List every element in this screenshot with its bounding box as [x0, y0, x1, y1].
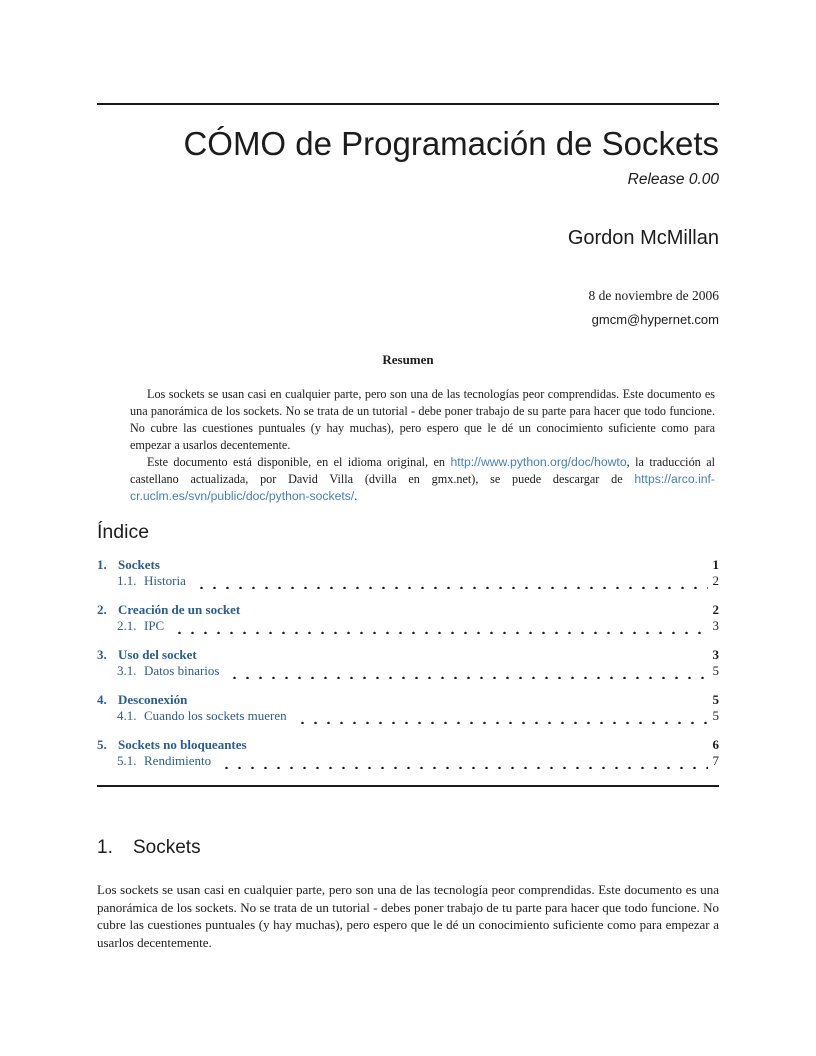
toc-entry-title: Sockets — [118, 557, 160, 572]
abstract-p2-text-post: . — [354, 489, 358, 503]
toc-group-4 — [97, 692, 719, 724]
toc-dot-leader — [216, 753, 707, 769]
toc-dot-leader — [169, 618, 707, 634]
toc-bottom-rule — [97, 785, 719, 787]
table-of-contents — [97, 557, 719, 769]
toc-entry-cuando-sockets-mueren[interactable] — [97, 708, 719, 724]
toc-heading: Índice — [97, 521, 150, 543]
toc-entry-number: 4.1. — [117, 708, 137, 723]
toc-entry-title: Desconexión — [118, 692, 188, 707]
toc-entry-title: Creación de un socket — [118, 602, 241, 617]
toc-entry-number: 1.1. — [117, 573, 137, 588]
link-python-howto[interactable]: http://www.python.org/doc/howto — [450, 455, 627, 469]
toc-page-number: 6 — [712, 737, 719, 752]
toc-entry-rendimiento[interactable] — [97, 753, 719, 769]
toc-page-number: 7 — [712, 753, 719, 768]
toc-page-number: 3 — [712, 647, 719, 662]
toc-page-number: 3 — [712, 618, 719, 633]
toc-page-number: 2 — [712, 573, 719, 588]
toc-entry-number: 1. — [97, 557, 107, 572]
toc-entry-number: 5.1. — [117, 753, 137, 768]
toc-entry-number: 2. — [97, 602, 107, 617]
toc-group-1 — [97, 557, 719, 589]
abstract-paragraph-2 — [130, 454, 715, 505]
abstract — [130, 386, 715, 505]
section-1-heading — [97, 836, 719, 860]
link-arco-svn[interactable]: https://arco.inf-cr.uclm.es/svn/public/doc/python-sockets/ — [130, 472, 715, 503]
abstract-heading: Resumen — [382, 352, 434, 367]
toc-group-2 — [97, 602, 719, 634]
toc-entry-title: Datos binarios — [144, 663, 220, 678]
toc-entry-number: 3.1. — [117, 663, 137, 678]
toc-entry-title: Historia — [144, 573, 186, 588]
release-label: Release 0.00 — [627, 171, 719, 188]
abstract-p2-text-mid: , la traducción al castellano actualizada, por David Villa (dvilla en gmx.net), se puede descargar de — [130, 455, 715, 486]
abstract-p2-text-pre: Este documento está disponible, en el idioma original, en — [147, 455, 451, 469]
toc-page-number: 5 — [712, 663, 719, 678]
toc-entry-sockets[interactable] — [97, 557, 719, 573]
toc-entry-title: IPC — [144, 618, 165, 633]
toc-entry-datos-binarios[interactable] — [97, 663, 719, 679]
toc-entry-number: 5. — [97, 737, 107, 752]
toc-dot-leader — [191, 573, 708, 589]
page-title: CÓMO de Programación de Sockets — [183, 125, 719, 162]
top-rule — [97, 103, 719, 105]
toc-page-number: 1 — [712, 557, 719, 572]
toc-entry-historia[interactable] — [97, 573, 719, 589]
toc-entry-ipc[interactable] — [97, 618, 719, 634]
author-email: gmcm@hypernet.com — [591, 312, 719, 327]
section-1-body: Los sockets se usan casi en cualquier parte, pero son una de las tecnología peor comprendidas. Este documento es una panorámica de los sockets. No se trata de un tutorial - debes poner trabajo de tu parte para hacer que todo funcione. No cubre las cuestiones puntuales (y hay muchas), pero espero que le dé un conocimiento suficiente como para empezar a usarlos decentemente. — [97, 882, 719, 950]
toc-group-3 — [97, 647, 719, 679]
toc-page-number: 2 — [712, 602, 719, 617]
toc-entry-title: Rendimiento — [144, 753, 212, 768]
document-date: 8 de noviembre de 2006 — [588, 288, 719, 303]
toc-dot-leader — [224, 663, 707, 679]
toc-entry-sockets-no-bloqueantes[interactable] — [97, 737, 719, 753]
toc-entry-title: Cuando los sockets mueren — [144, 708, 287, 723]
toc-page-number: 5 — [712, 708, 719, 723]
abstract-paragraph-1: Los sockets se usan casi en cualquier parte, pero son una de las tecnologías peor comprendidas. Este documento es una panorámica de los sockets. No se trata de un tutorial - debe poner trabajo de su parte para hacer que todo funcione. No cubre las cuestiones puntuales (y hay muchas), pero espero que le dé un conocimiento suficiente como para empezar a usarlos decentemente. — [130, 387, 715, 452]
toc-entry-title: Sockets no bloqueantes — [118, 737, 247, 752]
toc-entry-title: Uso del socket — [118, 647, 197, 662]
author-name: Gordon McMillan — [567, 227, 719, 249]
toc-entry-desconexion[interactable] — [97, 692, 719, 708]
toc-entry-creacion-socket[interactable] — [97, 602, 719, 618]
toc-entry-number: 2.1. — [117, 618, 137, 633]
section-1-number: 1. — [97, 837, 113, 858]
toc-entry-uso-socket[interactable] — [97, 647, 719, 663]
toc-page-number: 5 — [712, 692, 719, 707]
toc-dot-leader — [292, 708, 708, 724]
toc-entry-number: 4. — [97, 692, 107, 707]
toc-entry-number: 3. — [97, 647, 107, 662]
toc-group-5 — [97, 737, 719, 769]
section-1-title: Sockets — [133, 837, 201, 858]
